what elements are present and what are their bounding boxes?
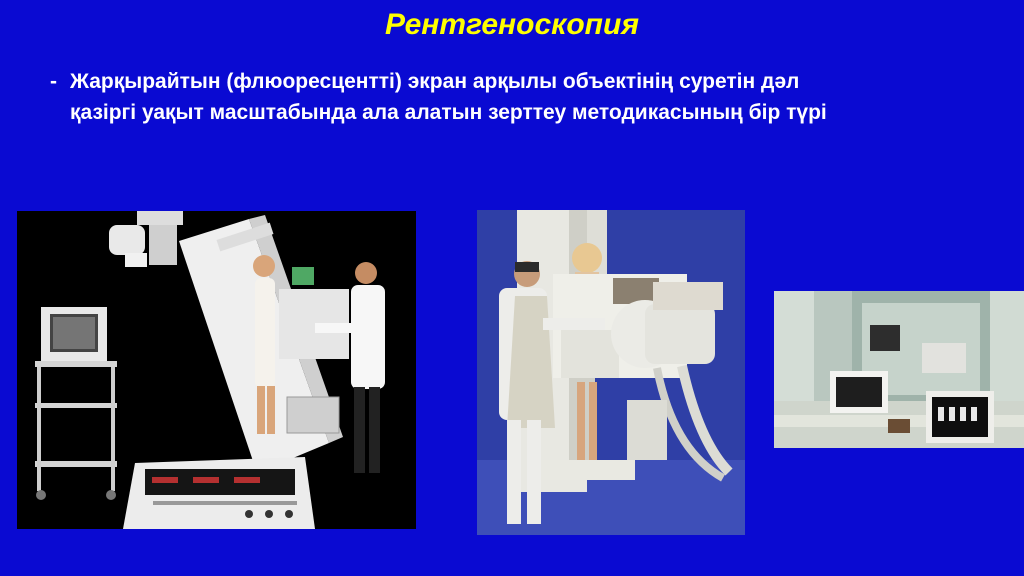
slide-title: Рентгеноскопия [384, 8, 640, 41]
patient-examination-photo [477, 210, 745, 535]
bullet-description [50, 66, 990, 128]
fluoroscopy-unit-photo [17, 211, 416, 529]
bullet-dash: - [50, 70, 57, 93]
description-line-1: Жарқырайтын (флюоресцентті) экран арқылы объектінің суретін дәл [70, 70, 800, 93]
description-line-2: қазіргі уақыт масштабында ала алатын зерттеу методикасының бір түрі [70, 101, 827, 124]
control-room-photo [774, 291, 1024, 448]
